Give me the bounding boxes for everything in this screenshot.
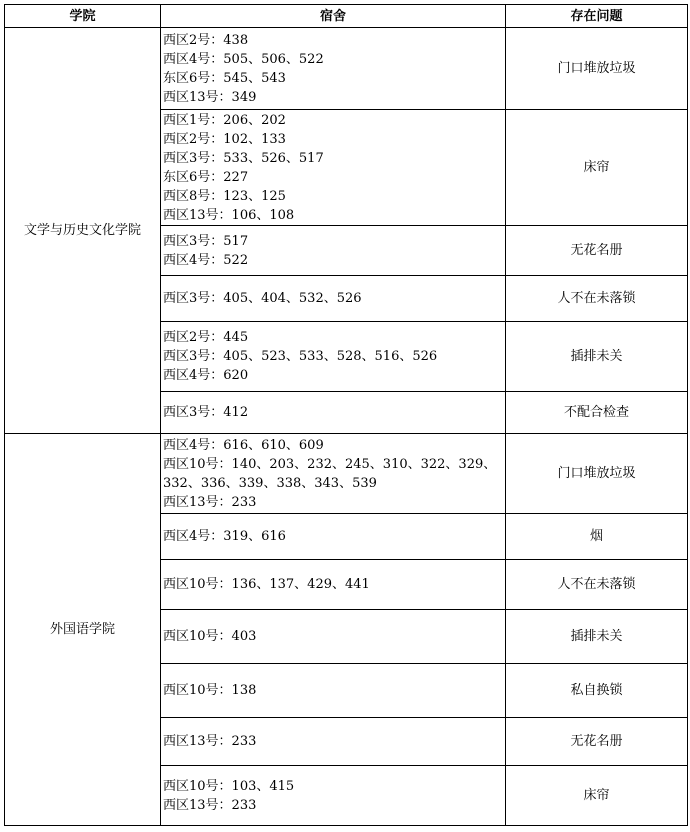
college-cell: 外国语学院 [5, 434, 161, 826]
dorm-line: 西区3号：405、523、533、528、516、526 [163, 349, 438, 364]
dorm-line: 西区3号：405、404、532、526 [163, 291, 362, 306]
inspection-table [4, 4, 688, 826]
dorm-line: 西区10号：103、415 [163, 778, 295, 794]
dorm-line: 西区2号：438 [163, 32, 249, 48]
dorm-cell [161, 718, 506, 766]
dorm-line: 西区4号：522 [163, 252, 249, 268]
header-college: 学院 [5, 5, 161, 28]
table-row [5, 434, 688, 514]
dorm-line: 西区3号：517 [163, 233, 249, 249]
college-cell: 文学与历史文化学院 [5, 28, 161, 434]
issue-cell: 不配合检查 [506, 392, 688, 434]
dorm-line: 西区13号：349 [163, 89, 257, 105]
dorm-line: 西区8号：123、125 [163, 188, 286, 204]
dorm-line: 西区2号：102、133 [163, 131, 286, 147]
dorm-line: 西区3号：412 [163, 405, 249, 420]
dorm-cell [161, 392, 506, 434]
dorm-line: 西区10号：403 [163, 629, 257, 644]
issue-cell: 人不在未落锁 [506, 560, 688, 610]
issue-cell: 床帘 [506, 766, 688, 826]
issue-cell: 门口堆放垃圾 [506, 434, 688, 514]
dorm-line: 西区10号：138 [163, 683, 257, 698]
issue-cell: 插排未关 [506, 322, 688, 392]
dorm-line: 东区6号：227 [163, 169, 249, 185]
issue-cell: 私自换锁 [506, 664, 688, 718]
issue-cell: 床帘 [506, 110, 688, 226]
dorm-line: 西区3号：533、526、517 [163, 150, 324, 166]
dorm-cell [161, 766, 506, 826]
table-row [5, 28, 688, 110]
issue-cell: 无花名册 [506, 718, 688, 766]
dorm-line: 西区10号：136、137、429、441 [163, 577, 370, 592]
dorm-line: 东区6号：545、543 [163, 70, 286, 86]
dorm-line: 西区10号：140、203、232、245、310、322、329、332、336、339、338、343、539 [163, 456, 497, 491]
dorm-line: 西区4号：505、506、522 [163, 51, 324, 67]
dorm-line: 西区2号：445 [163, 330, 249, 345]
dorm-line: 西区4号：319、616 [163, 529, 286, 544]
dorm-cell [161, 610, 506, 664]
header-row [5, 5, 688, 28]
dorm-line: 西区1号：206、202 [163, 112, 286, 128]
dorm-line: 西区13号：233 [163, 797, 257, 813]
dorm-cell [161, 664, 506, 718]
dorm-cell [161, 560, 506, 610]
issue-cell: 门口堆放垃圾 [506, 28, 688, 110]
dorm-cell [161, 514, 506, 560]
dorm-line: 西区4号：616、610、609 [163, 437, 324, 453]
dorm-line: 西区13号：233 [163, 494, 257, 510]
dorm-cell [161, 28, 506, 110]
dorm-line: 西区13号：233 [163, 734, 257, 749]
header-dorm: 宿舍 [161, 5, 506, 28]
issue-cell: 烟 [506, 514, 688, 560]
dorm-cell [161, 322, 506, 392]
dorm-line: 西区4号：620 [163, 368, 249, 383]
dorm-cell [161, 434, 506, 514]
dorm-cell [161, 226, 506, 276]
issue-cell: 无花名册 [506, 226, 688, 276]
dorm-cell [161, 110, 506, 226]
dorm-line: 西区13号：106、108 [163, 207, 295, 223]
issue-cell: 插排未关 [506, 610, 688, 664]
dorm-cell [161, 276, 506, 322]
header-issue: 存在问题 [506, 5, 688, 28]
issue-cell: 人不在未落锁 [506, 276, 688, 322]
